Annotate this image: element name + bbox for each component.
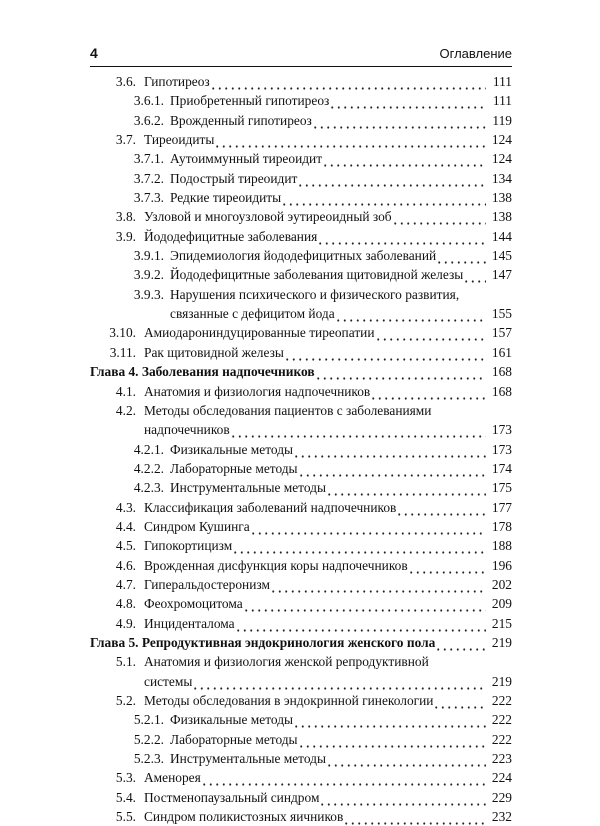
toc-entry-title: Врожденный гипотиреоз — [170, 112, 312, 128]
toc-entry-page: 222 — [491, 731, 512, 747]
toc-leader-dots — [230, 420, 486, 439]
toc-leader-dots — [392, 207, 486, 226]
toc-leader-dots — [270, 575, 486, 594]
toc-entry — [90, 285, 512, 324]
toc-entry-number: 3.7.3. — [133, 190, 164, 206]
toc-entry-page: 124 — [491, 132, 512, 148]
toc-leader-dots — [315, 362, 486, 381]
toc-entry-page: 229 — [491, 789, 512, 805]
toc-leader-dots — [298, 730, 486, 749]
toc-entry-page: 178 — [491, 518, 512, 534]
toc-leader-dots — [214, 130, 486, 149]
toc-entry-page: 173 — [491, 422, 512, 438]
toc-entry — [90, 652, 512, 691]
toc-entry — [90, 556, 512, 575]
toc-entry — [90, 188, 512, 207]
toc-entry-title: Узловой и многоузловой эутиреоидный зоб — [144, 209, 392, 225]
toc-entry-title: Инструментальные методы — [170, 751, 326, 767]
toc-entry-page: 168 — [491, 383, 512, 399]
toc-entry-title: Методы обследования пациентов с заболеваниями — [144, 402, 432, 418]
toc-entry-title: Физикальные методы — [170, 441, 294, 457]
toc-entry-page: 157 — [491, 325, 512, 341]
toc-entry-page: 224 — [491, 770, 512, 786]
toc-leader-dots — [408, 556, 486, 575]
toc-entry-title: Тиреоидиты — [144, 132, 215, 148]
toc-entry-number: 4.2. — [115, 402, 136, 418]
toc-entry-number: 5.2.2. — [133, 731, 164, 747]
toc-entry-page: 145 — [491, 248, 512, 264]
toc-entry — [90, 72, 512, 91]
toc-entry-title: Инциденталома — [144, 615, 235, 631]
toc-entry-page: 177 — [491, 499, 512, 515]
toc-entry-title: Методы обследования в эндокринной гинекологии — [144, 693, 434, 708]
toc-entry-title: Глава 5. Репродуктивная эндокринология женского пола — [90, 634, 436, 650]
toc-leader-dots — [319, 788, 486, 807]
toc-entry — [90, 265, 512, 284]
toc-entry-number: 5.4. — [115, 789, 136, 805]
toc-entry-page: 119 — [492, 112, 512, 128]
toc-entry — [90, 498, 512, 517]
toc-entry — [90, 111, 512, 130]
toc-entry-number: 4.4. — [115, 518, 136, 534]
toc-entry-page: 155 — [491, 306, 512, 322]
toc-entry-title: Классификация заболеваний надпочечников — [144, 499, 397, 515]
toc-entry — [90, 749, 512, 768]
toc-entry-number: 4.6. — [115, 557, 136, 573]
toc-entry-title: связанные с дефицитом йода — [170, 306, 335, 322]
toc-entry-page: 161 — [491, 344, 512, 360]
toc-leader-dots — [250, 517, 486, 536]
toc-entry-page: 138 — [491, 190, 512, 206]
toc-entry — [90, 227, 512, 246]
toc-entry-page: 173 — [491, 441, 512, 457]
toc-leader-dots — [317, 227, 486, 246]
toc-entry — [90, 382, 512, 401]
toc-entry-number: 4.5. — [115, 538, 136, 554]
toc-entry-page: 219 — [491, 673, 512, 689]
toc-entry — [90, 788, 512, 807]
toc-leader-dots — [243, 594, 486, 613]
toc-leader-dots — [375, 323, 486, 342]
toc-entry-title: Редкие тиреоидиты — [170, 190, 282, 206]
toc-entry-page: 196 — [491, 557, 512, 573]
toc-entry — [90, 459, 512, 478]
toc-entry-title: Физикальные методы — [170, 712, 294, 728]
toc-entry-title: Синдром Кушинга — [144, 518, 250, 534]
toc-entry-number: 4.7. — [115, 576, 136, 592]
toc-entry — [90, 536, 512, 555]
toc-entry-title: Гипотиреоз — [144, 74, 210, 89]
toc-leader-dots — [329, 91, 486, 110]
toc-entry-title: Лабораторные методы — [170, 731, 298, 747]
toc-entry — [90, 130, 512, 149]
toc-entry-title: Постменопаузальный синдром — [144, 789, 320, 805]
toc-entry — [90, 91, 512, 110]
toc-entry-title: Приобретенный гипотиреоз — [170, 93, 330, 109]
toc-entry-page: 209 — [491, 596, 512, 612]
toc-entry-page: 223 — [491, 751, 512, 767]
toc-entry-number: 3.9.1. — [133, 248, 164, 264]
toc-leader-dots — [298, 459, 486, 478]
toc-leader-dots — [326, 478, 486, 497]
page-header — [90, 44, 512, 67]
toc-entry-page: 138 — [491, 209, 512, 225]
toc-leader-dots — [210, 72, 486, 91]
toc-leader-dots — [232, 536, 486, 555]
toc-entry-title: Инструментальные методы — [170, 480, 326, 496]
toc-entry-page: 188 — [491, 538, 512, 554]
toc-entry-title: Глава 4. Заболевания надпочечников — [90, 364, 315, 380]
toc-entry-number: 4.2.1. — [133, 441, 164, 457]
toc-entry-page: 111 — [492, 93, 512, 109]
toc-entry — [90, 594, 512, 613]
toc-entry-number: 3.11. — [109, 344, 136, 360]
toc-entry — [90, 730, 512, 749]
toc-entry — [90, 401, 512, 440]
toc-entry-page: 232 — [491, 809, 512, 825]
toc-entry — [90, 169, 512, 188]
toc-leader-dots — [326, 749, 486, 768]
toc-entry-title: Эпидемиология йододефицитных заболеваний — [170, 248, 437, 264]
toc-entry-title: Йододефицитные заболевания — [144, 228, 318, 244]
toc-entry-page: 134 — [491, 170, 512, 186]
toc-entry — [90, 691, 512, 710]
toc-entry-page: 222 — [491, 693, 512, 708]
table-of-contents — [90, 72, 512, 826]
toc-entry-title: Амиодарониндуцированные тиреопатии — [144, 325, 375, 341]
toc-entry — [90, 246, 512, 265]
toc-leader-dots — [293, 440, 486, 459]
toc-entry-title: Аменорея — [144, 770, 201, 786]
toc-entry-number: 3.10. — [109, 325, 136, 341]
toc-entry-page: 144 — [491, 228, 512, 244]
toc-leader-dots — [343, 807, 486, 826]
toc-entry — [90, 768, 512, 787]
toc-chapter-entry — [90, 362, 512, 381]
toc-leader-dots — [312, 111, 486, 130]
toc-entry — [90, 323, 512, 342]
toc-entry-title: Лабораторные методы — [170, 460, 298, 476]
toc-entry-title: Йододефицитные заболевания щитовидной железы — [170, 267, 464, 283]
toc-entry-number: 3.8. — [115, 209, 136, 225]
toc-leader-dots — [281, 188, 486, 207]
toc-entry-number: 4.3. — [115, 499, 136, 515]
toc-leader-dots — [370, 382, 486, 401]
page-number: 4 — [90, 45, 98, 61]
toc-entry-number: 5.2.3. — [133, 751, 164, 767]
toc-leader-dots — [284, 343, 486, 362]
toc-entry-page: 174 — [491, 460, 512, 476]
toc-entry-number: 5.5. — [115, 809, 136, 825]
toc-entry-title: Анатомия и физиология женской репродуктивной — [144, 654, 429, 670]
toc-entry — [90, 710, 512, 729]
toc-entry-title: Гиперальдостеронизм — [144, 576, 270, 592]
toc-entry-page: 215 — [491, 615, 512, 631]
toc-leader-dots — [463, 265, 486, 284]
toc-leader-dots — [436, 246, 486, 265]
toc-entry-number: 3.9.2. — [133, 267, 164, 283]
toc-entry-number: 5.2. — [115, 693, 136, 708]
toc-entry-page: 222 — [491, 712, 512, 728]
toc-entry-page: 147 — [491, 267, 512, 283]
toc-entry — [90, 807, 512, 826]
toc-entry-page: 175 — [491, 480, 512, 496]
toc-chapter-entry — [90, 633, 512, 652]
toc-entry — [90, 343, 512, 362]
toc-leader-dots — [192, 672, 486, 691]
toc-entry-title: Синдром поликистозных яичников — [144, 809, 344, 825]
toc-leader-dots — [201, 768, 486, 787]
toc-entry-title: системы — [144, 673, 193, 689]
toc-entry-number: 5.2.1. — [133, 712, 164, 728]
toc-entry-number: 3.6.1. — [133, 93, 164, 109]
toc-entry — [90, 207, 512, 226]
toc-leader-dots — [322, 149, 486, 168]
toc-entry-number: 3.6. — [115, 74, 136, 89]
toc-entry-number: 3.7.2. — [133, 170, 164, 186]
toc-entry-title: Феохромоцитома — [144, 596, 243, 612]
toc-entry — [90, 440, 512, 459]
toc-entry-number: 3.6.2. — [133, 112, 164, 128]
toc-entry-number: 5.1. — [115, 654, 136, 670]
toc-leader-dots — [293, 710, 486, 729]
toc-entry-number: 3.9. — [115, 228, 136, 244]
toc-entry-page: 124 — [491, 151, 512, 167]
running-title: Оглавление — [439, 46, 512, 61]
toc-leader-dots — [435, 633, 486, 652]
toc-entry — [90, 478, 512, 497]
toc-entry-number: 3.7.1. — [133, 151, 164, 167]
toc-entry-number: 3.7. — [115, 132, 136, 148]
toc-entry-title: Подострый тиреоидит — [170, 170, 298, 186]
toc-entry — [90, 575, 512, 594]
toc-entry-number: 5.3. — [115, 770, 136, 786]
toc-entry-page: 202 — [491, 576, 512, 592]
toc-entry — [90, 517, 512, 536]
toc-entry-title: Гипокортицизм — [144, 538, 233, 554]
toc-entry-page: 111 — [492, 74, 512, 89]
toc-entry-number: 4.1. — [115, 383, 136, 399]
toc-entry-title: надпочечников — [144, 422, 230, 438]
toc-entry — [90, 149, 512, 168]
toc-entry-number: 4.8. — [115, 596, 136, 612]
toc-entry-page: 168 — [491, 364, 512, 380]
toc-entry-number: 4.2.3. — [133, 480, 164, 496]
toc-entry-title: Нарушения психического и физического развития, — [170, 286, 460, 302]
toc-entry-title: Анатомия и физиология надпочечников — [144, 383, 371, 399]
toc-leader-dots — [335, 304, 486, 323]
toc-leader-dots — [235, 614, 486, 633]
toc-entry-number: 3.9.3. — [133, 286, 164, 302]
toc-entry-title: Рак щитовидной железы — [144, 344, 284, 360]
toc-leader-dots — [297, 169, 486, 188]
toc-entry-page: 219 — [491, 634, 512, 650]
toc-entry-number: 4.2.2. — [133, 460, 164, 476]
toc-entry — [90, 614, 512, 633]
toc-leader-dots — [433, 691, 486, 710]
toc-leader-dots — [396, 498, 486, 517]
toc-entry-number: 4.9. — [115, 615, 136, 631]
toc-entry-title: Врожденная дисфункция коры надпочечников — [144, 557, 408, 573]
toc-entry-title: Аутоиммунный тиреоидит — [170, 151, 323, 167]
